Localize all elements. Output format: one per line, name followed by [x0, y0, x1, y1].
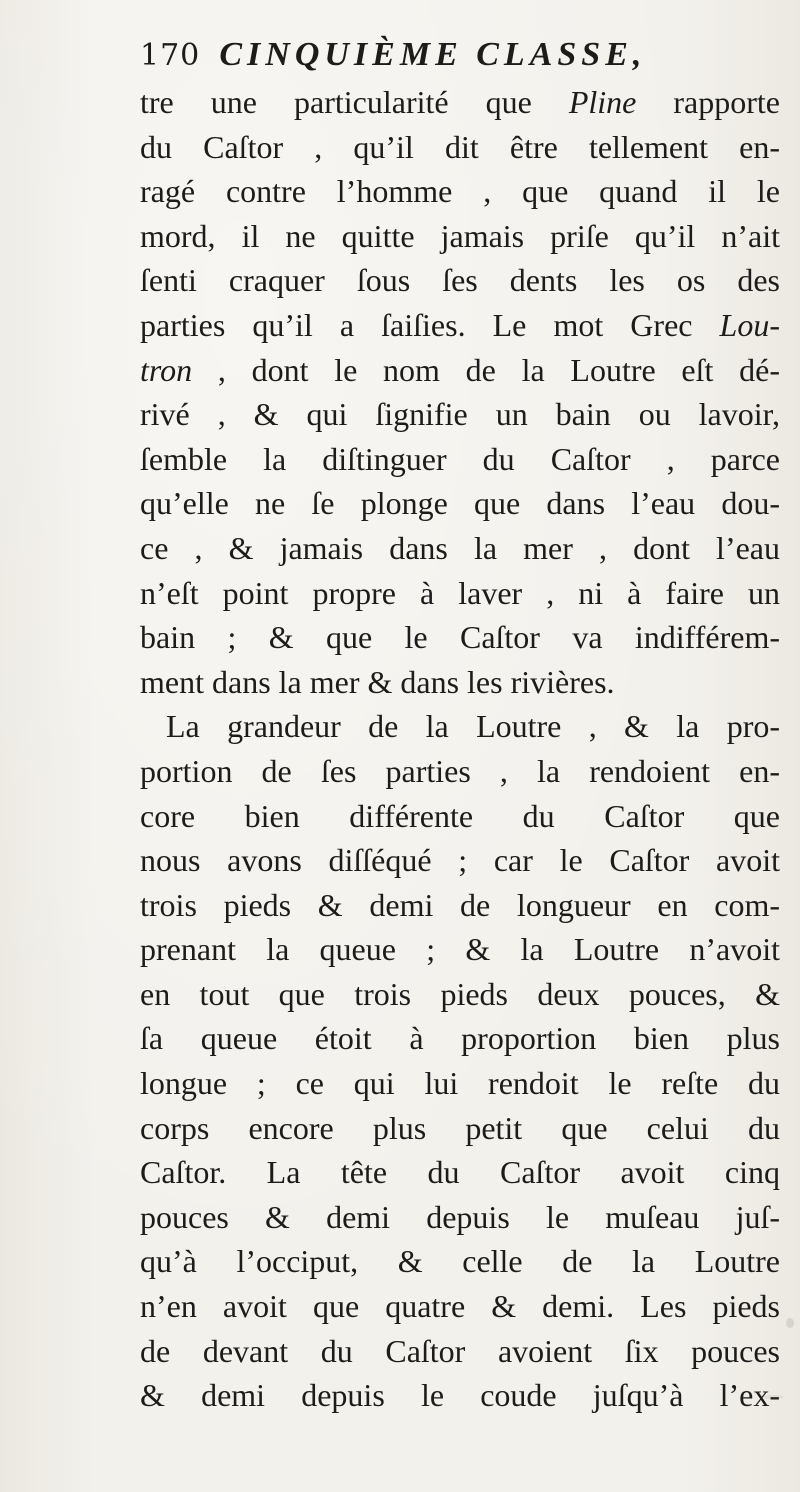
text-line — [140, 303, 780, 348]
text-line — [140, 125, 780, 170]
text-line — [140, 615, 780, 660]
text-line — [140, 437, 780, 482]
text-line — [140, 392, 780, 437]
text-segment: core bien différente du Caſtor que — [140, 797, 780, 834]
text-segment: en tout que trois pieds deux pouces, & — [140, 975, 780, 1012]
text-line — [140, 481, 780, 526]
text-line — [140, 883, 780, 928]
text-line — [140, 258, 780, 303]
text-segment: , dont le nom de la Loutre eſt dé- — [192, 351, 780, 388]
text-segment: Caſtor. La tête du Caſtor avoit cinq — [140, 1154, 780, 1191]
text-line — [140, 704, 780, 749]
text-segment: ce , & jamais dans la mer , dont l’eau — [140, 529, 780, 566]
text-line — [140, 749, 780, 794]
italic-word: tron — [140, 351, 193, 388]
text-segment: nous avons diſſéqué ; car le Caſtor avoit — [140, 842, 780, 879]
text-line — [140, 927, 780, 972]
text-line — [140, 214, 780, 259]
running-title: CINQUIÈME CLASSE, — [219, 36, 647, 73]
text-segment: corps encore plus petit que celui du — [140, 1109, 780, 1146]
text-line — [140, 972, 780, 1017]
text-line — [140, 838, 780, 883]
text-segment: bain ; & que le Caſtor va indifférem- — [140, 619, 780, 656]
text-segment: longue ; ce qui lui rendoit le reſte du — [140, 1065, 780, 1102]
text-line — [140, 1016, 780, 1061]
text-segment: & demi depuis le coude juſqu’à l’ex- — [140, 1377, 780, 1414]
text-segment: rapporte — [636, 84, 780, 120]
text-segment: ment dans la mer & dans les rivières. — [140, 663, 615, 700]
text-line — [140, 348, 780, 393]
text-segment: ſemble la diſtinguer du Caſtor , parce — [140, 440, 780, 477]
text-line — [140, 1284, 780, 1329]
text-line — [140, 1106, 780, 1151]
text-line — [140, 660, 780, 705]
text-segment: ragé contre l’homme , que quand il le — [140, 173, 780, 210]
text-line — [140, 1195, 780, 1240]
text-line — [140, 1373, 780, 1418]
text-line — [140, 1150, 780, 1195]
italic-word: Lou- — [719, 306, 780, 343]
text-segment: prenant la queue ; & la Loutre n’avoit — [140, 931, 780, 968]
text-segment: n’eſt point propre à laver , ni à faire un — [140, 574, 780, 611]
text-segment: parties qu’il a ſaiſies. Le mot Grec — [140, 306, 720, 343]
text-segment: ſenti craquer ſous ſes dents les os des — [140, 262, 780, 299]
text-line — [140, 1239, 780, 1284]
text-segment: trois pieds & demi de longueur en com- — [140, 886, 780, 923]
text-segment: ſa queue étoit à proportion bien plus — [140, 1020, 780, 1057]
text-segment: qu’à l’occiput, & celle de la Loutre — [140, 1243, 780, 1280]
text-line — [140, 80, 780, 125]
paper-stain — [786, 1318, 794, 1328]
text-line — [140, 169, 780, 214]
text-segment: du Caſtor , qu’il dit être tellement en- — [140, 128, 780, 165]
text-line — [140, 571, 780, 616]
text-segment: de devant du Caſtor avoient ſix pouces — [140, 1332, 780, 1369]
text-line — [140, 1061, 780, 1106]
text-line — [140, 794, 780, 839]
page-number: 170 — [140, 38, 201, 73]
body-text — [140, 80, 780, 1418]
text-segment: portion de ſes parties , la rendoient en- — [140, 752, 780, 789]
text-line — [140, 1329, 780, 1374]
text-line — [140, 526, 780, 571]
text-segment: tre une particularité que — [140, 84, 569, 120]
text-segment: La grandeur de la Loutre , & la pro- — [166, 708, 780, 745]
paper-stain — [762, 1395, 784, 1399]
text-segment: mord, il ne quitte jamais priſe qu’il n’ait — [140, 217, 780, 254]
text-segment: n’en avoit que quatre & demi. Les pieds — [140, 1288, 780, 1325]
italic-word: Pline — [568, 84, 637, 120]
text-segment: rivé , & qui ſignifie un bain ou lavoir, — [140, 396, 780, 433]
text-segment: pouces & demi depuis le muſeau juſ- — [140, 1198, 780, 1235]
text-segment: qu’elle ne ſe plonge que dans l’eau dou- — [140, 485, 780, 522]
